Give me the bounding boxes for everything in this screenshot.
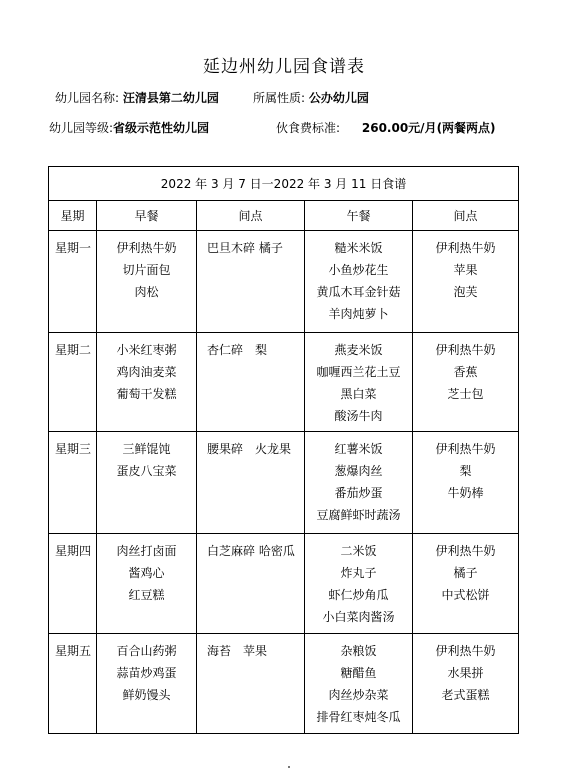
lunch-cell: [305, 231, 413, 333]
lunch-cell: [305, 432, 413, 534]
menu-item: 虾仁炒角瓜: [328, 588, 389, 602]
menu-item: 黄瓜木耳金针菇: [316, 285, 401, 299]
menu-item: 燕麦米饭: [334, 343, 383, 357]
breakfast-cell: [97, 231, 197, 333]
table-row: [49, 534, 519, 634]
menu-item: 切片面包: [122, 263, 171, 277]
day-cell: 星期三: [49, 432, 97, 534]
menu-item: 肉丝炒杂菜: [328, 688, 389, 702]
lunch-cell: [305, 333, 413, 432]
menu-item: 三鲜馄饨: [122, 442, 171, 456]
menu-item: 酱鸡心: [128, 566, 165, 580]
menu-item: 蛋皮八宝菜: [116, 464, 177, 478]
menu-item: 香蕉: [453, 365, 478, 379]
menu-item: 梨: [459, 464, 472, 478]
table-row: [49, 634, 519, 734]
menu-item: 肉丝打卤面: [116, 544, 177, 558]
snack2-cell: [413, 231, 519, 333]
menu-item: 黑白菜: [340, 387, 377, 401]
menu-item: 水果拼: [447, 666, 484, 680]
menu-item: 二米饭: [340, 544, 377, 558]
snack1-cell: [197, 534, 305, 634]
menu-item: 苹果: [453, 263, 478, 277]
snack2-cell: [413, 534, 519, 634]
menu-table: [48, 166, 519, 734]
menu-item: 芝士包: [447, 387, 484, 401]
snack1-cell: [197, 333, 305, 432]
menu-item: 伊利热牛奶: [435, 343, 496, 357]
grade-line: [49, 119, 209, 136]
menu-item: 巴旦木碎 橘子: [207, 241, 283, 255]
menu-item: 中式松饼: [441, 588, 490, 602]
breakfast-cell: [97, 634, 197, 734]
menu-item: 老式蛋糕: [441, 688, 490, 702]
snack2-cell: [413, 634, 519, 734]
menu-item: 泡芙: [453, 285, 478, 299]
breakfast-cell: [97, 432, 197, 534]
fee-label: 伙食费标准:: [276, 121, 341, 135]
header-breakfast: 早餐: [97, 201, 197, 231]
menu-item: 伊利热牛奶: [435, 442, 496, 456]
kindergarten-name-line: [55, 89, 219, 106]
lunch-cell: [305, 534, 413, 634]
menu-item: 红薯米饭: [334, 442, 383, 456]
lunch-cell: [305, 634, 413, 734]
snack1-cell: [197, 634, 305, 734]
breakfast-cell: [97, 534, 197, 634]
grade-label: 幼儿园等级:: [49, 121, 114, 135]
menu-item: 小白菜肉酱汤: [322, 610, 395, 624]
menu-item: 蒜苗炒鸡蛋: [116, 666, 177, 680]
menu-item: 鲜奶馒头: [122, 688, 171, 702]
header-snack-pm: 间点: [413, 201, 519, 231]
menu-item: 糙米米饭: [334, 241, 383, 255]
menu-item: 糖醋鱼: [340, 666, 377, 680]
type-line: [253, 89, 369, 106]
day-cell: 星期五: [49, 634, 97, 734]
name-value: 汪清县第二幼儿园: [122, 91, 219, 105]
menu-item: 炸丸子: [340, 566, 377, 580]
menu-item: 番茄炒蛋: [334, 486, 383, 500]
menu-item: 豆腐鲜虾时蔬汤: [316, 508, 401, 522]
menu-item: 腰果碎 火龙果: [207, 442, 292, 456]
fee-value: 260.00元/月(两餐两点): [361, 121, 496, 135]
table-row: [49, 231, 519, 333]
menu-item: 红豆糕: [128, 588, 165, 602]
menu-item: 杏仁碎 梨: [207, 343, 268, 357]
header-snack-am: 间点: [197, 201, 305, 231]
menu-item: 海苔 苹果: [207, 644, 268, 658]
menu-item: 鸡肉油麦菜: [116, 365, 177, 379]
menu-item: 小米红枣粥: [116, 343, 177, 357]
menu-item: 伊利热牛奶: [116, 241, 177, 255]
table-row: [49, 333, 519, 432]
header-lunch: 午餐: [305, 201, 413, 231]
grade-value: 省级示范性幼儿园: [113, 121, 210, 135]
page-title: 延边州幼儿园食谱表: [203, 57, 365, 77]
page-dot: [288, 766, 290, 768]
snack2-cell: [413, 333, 519, 432]
fee-line: [276, 119, 496, 136]
day-cell: 星期一: [49, 231, 97, 333]
menu-item: 伊利热牛奶: [435, 644, 496, 658]
snack1-cell: [197, 231, 305, 333]
type-value: 公办幼儿园: [308, 91, 369, 105]
menu-item: 杂粮饭: [340, 644, 377, 658]
type-label: 所属性质:: [253, 91, 306, 105]
table-row: [49, 432, 519, 534]
day-cell: 星期二: [49, 333, 97, 432]
snack2-cell: [413, 432, 519, 534]
menu-item: 百合山药粥: [116, 644, 177, 658]
menu-item: 伊利热牛奶: [435, 544, 496, 558]
header-day: 星期: [49, 201, 97, 231]
snack1-cell: [197, 432, 305, 534]
menu-item: 排骨红枣炖冬瓜: [316, 710, 401, 724]
menu-item: 葡萄干发糕: [116, 387, 177, 401]
menu-item: 葱爆肉丝: [334, 464, 383, 478]
menu-item: 酸汤牛肉: [334, 409, 383, 423]
menu-item: 肉松: [134, 285, 159, 299]
menu-item: 白芝麻碎 哈密瓜: [207, 544, 295, 558]
period-cell: 2022 年 3 月 7 日一2022 年 3 月 11 日食谱: [49, 167, 519, 201]
menu-item: 橘子: [453, 566, 478, 580]
name-label: 幼儿园名称:: [55, 91, 120, 105]
menu-item: 伊利热牛奶: [435, 241, 496, 255]
menu-item: 牛奶棒: [447, 486, 484, 500]
menu-item: 羊肉炖萝卜: [328, 307, 389, 321]
breakfast-cell: [97, 333, 197, 432]
menu-item: 咖喱西兰花土豆: [316, 365, 401, 379]
day-cell: 星期四: [49, 534, 97, 634]
menu-item: 小鱼炒花生: [328, 263, 389, 277]
